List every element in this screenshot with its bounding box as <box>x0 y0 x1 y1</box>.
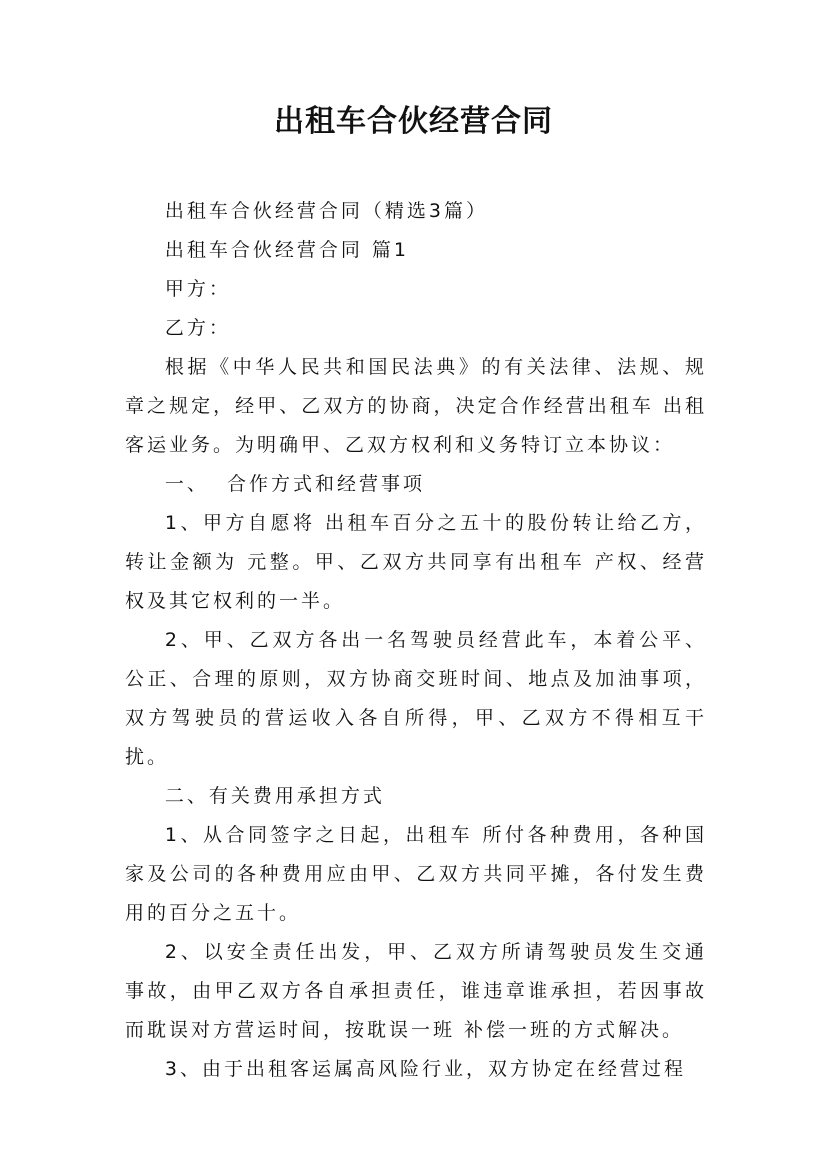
section-title-paragraph: 出租车合伙经营合同 篇1 <box>164 239 410 261</box>
clause-paragraph: 1、甲方自愿将 出租车百分之五十的股份转让给乙方，转让金额为 元整。甲、乙双方共同享有出租车 产权、经营权及其它权利的一半。 <box>125 512 707 612</box>
section-heading-2: 二、有关费用承担方式 <box>164 785 385 807</box>
clause-paragraph: 1、从合同签字之日起，出租车 所付各种费用，各种国家及公司的各种费用应由甲、乙双方共同平摊，各付发生费用的百分之五十。 <box>125 824 707 924</box>
clause-paragraph: 3、由于出租客运属高风险行业，双方协定在经营过程 <box>164 1058 686 1080</box>
document-body <box>125 192 707 1089</box>
clause-paragraph: 2、甲、乙双方各出一名驾驶员经营此车，本着公平、公正、合理的原则，双方协商交班时间、地点及加油事项，双方驾驶员的营运收入各自所得，甲、乙双方不得相互干扰。 <box>125 629 707 768</box>
document-title: 出租车合伙经营合同 <box>274 104 553 139</box>
party-b-label: 乙方： <box>164 317 231 339</box>
party-a-label: 甲方： <box>164 278 231 300</box>
clause-paragraph: 2、以安全责任出发，甲、乙双方所请驾驶员发生交通事故，由甲乙双方各自承担责任，谁违章谁承担，若因事故而耽误对方营运时间，按耽误一班 补偿一班的方式解决。 <box>125 941 707 1041</box>
subtitle-paragraph: 出租车合伙经营合同（精选3篇） <box>164 200 488 222</box>
preamble-paragraph: 根据《中华人民共和国民法典》的有关法律、法规、规章之规定，经甲、乙双方的协商，决定合作经营出租车 出租客运业务。为明确甲、乙双方权利和义务特订立本协议： <box>125 356 707 456</box>
section-heading-1: 一、 合作方式和经营事项 <box>164 473 425 495</box>
